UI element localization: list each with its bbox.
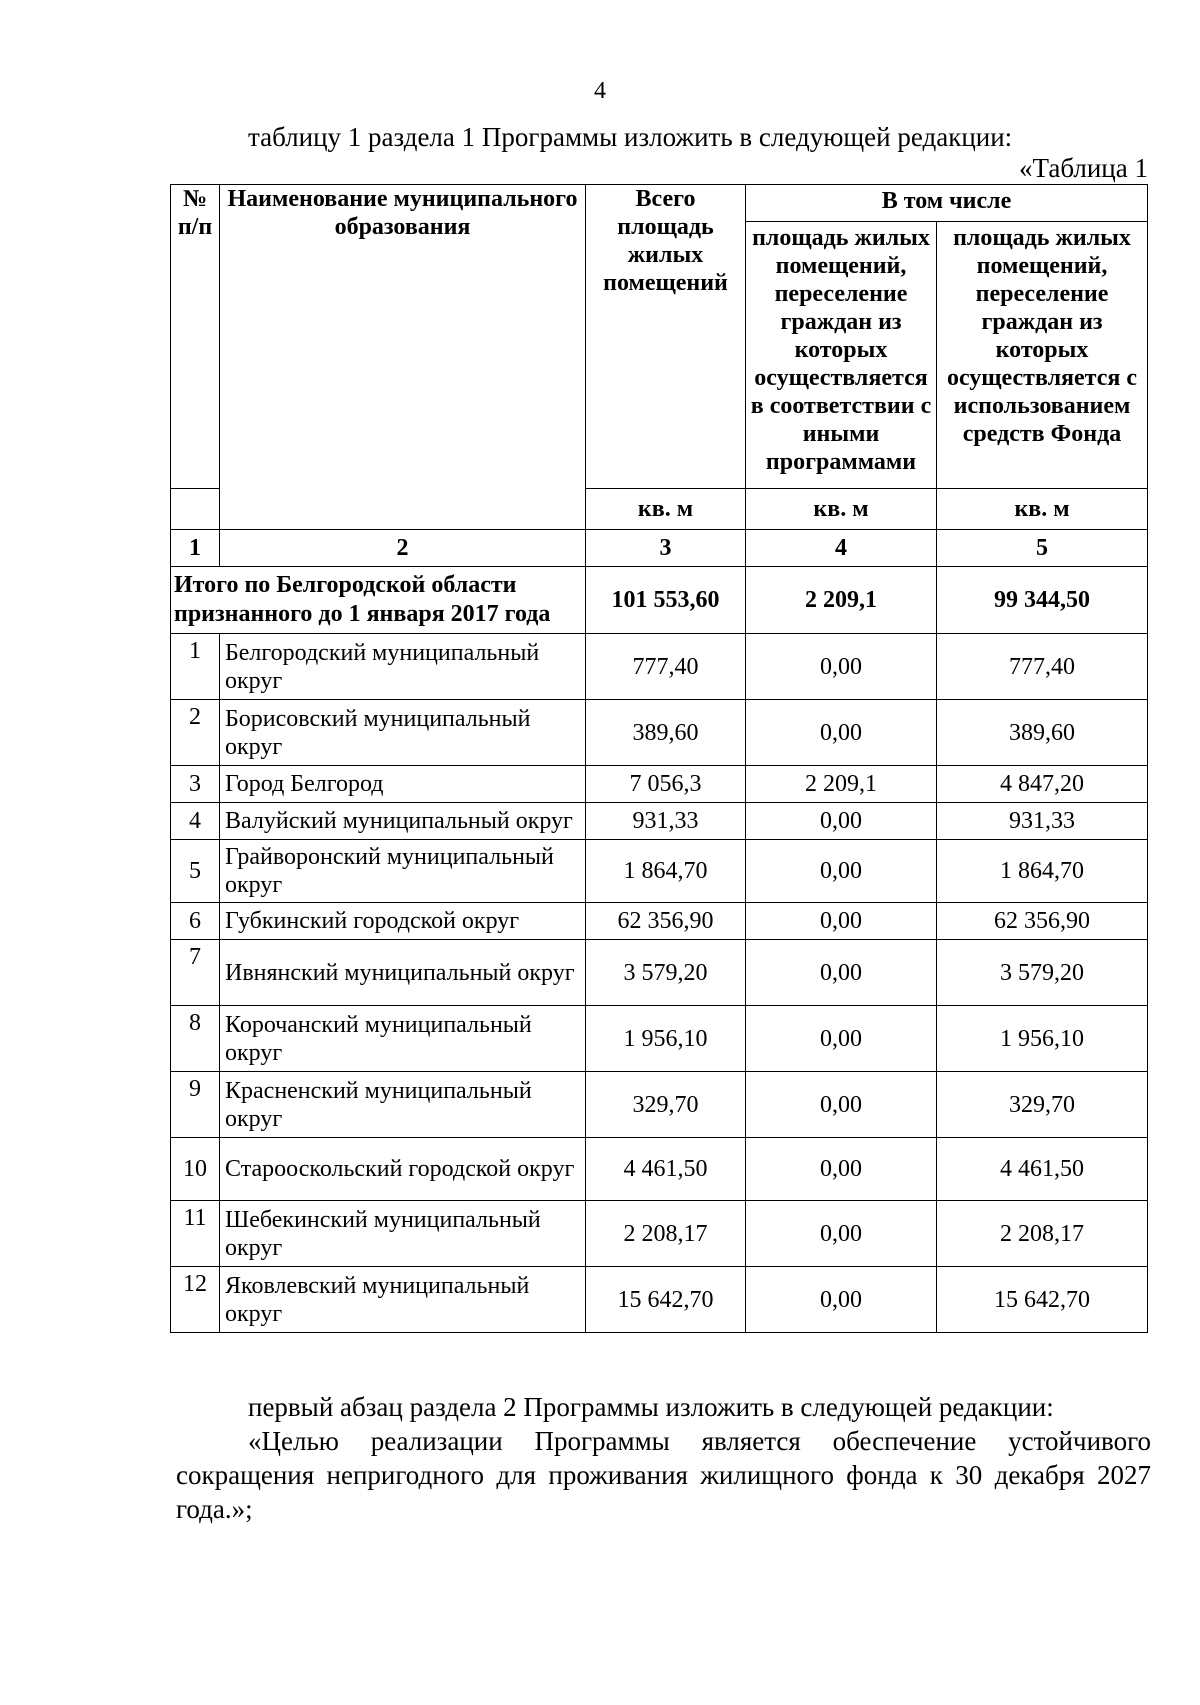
row-total: 15 642,70 [586,1267,746,1333]
row-fund: 62 356,90 [937,903,1148,940]
row-num: 7 [171,940,220,1006]
row-total: 389,60 [586,700,746,766]
row-total: 1 864,70 [586,840,746,903]
row-fund: 777,40 [937,634,1148,700]
column-number: 2 [220,530,586,567]
total-fund: 99 344,50 [937,567,1148,634]
row-num: 12 [171,1267,220,1333]
row-total: 329,70 [586,1072,746,1138]
row-num: 2 [171,700,220,766]
row-num: 9 [171,1072,220,1138]
row-name: Корочанский муниципальный округ [220,1006,586,1072]
row-other-programs: 0,00 [746,1072,937,1138]
unit-num-empty [171,489,220,530]
row-other-programs: 0,00 [746,1267,937,1333]
row-num: 8 [171,1006,220,1072]
header-fund: площадь жилых помещений, переселение граждан из которых осуществляется с использованием средств Фонда [937,222,1148,489]
header-name: Наименование муниципального образования [220,185,586,530]
area-table [170,184,1148,1333]
table-row [171,1201,1148,1267]
section-2-intro: первый абзац раздела 2 Программы изложить в следующей редакции: [248,1392,1054,1422]
unit-total: кв. м [586,489,746,530]
header-total: Всего площадь жилых помещений [586,185,746,489]
row-fund: 2 208,17 [937,1201,1148,1267]
row-fund: 4 847,20 [937,766,1148,803]
total-label: Итого по Белгородской области признанного до 1 января 2017 года [171,567,586,634]
row-num: 11 [171,1201,220,1267]
row-name: Старооскольский городской округ [220,1138,586,1201]
row-other-programs: 0,00 [746,1006,937,1072]
table-row [171,634,1148,700]
header-row-1 [171,185,1148,222]
row-other-programs: 0,00 [746,700,937,766]
unit-fund: кв. м [937,489,1148,530]
row-other-programs: 0,00 [746,634,937,700]
row-fund: 389,60 [937,700,1148,766]
row-name: Красненский муниципальный округ [220,1072,586,1138]
row-name: Ивнянский муниципальный округ [220,940,586,1006]
intro-text: таблицу 1 раздела 1 Программы изложить в следующей редакции: [248,122,1013,152]
page-number: 4 [594,78,606,104]
row-fund: 3 579,20 [937,940,1148,1006]
row-total: 7 056,3 [586,766,746,803]
row-name: Валуйский муниципальный округ [220,803,586,840]
table-row [171,700,1148,766]
row-fund: 329,70 [937,1072,1148,1138]
row-other-programs: 0,00 [746,840,937,903]
header-including: В том числе [746,185,1148,222]
row-num: 3 [171,766,220,803]
table-row [171,1072,1148,1138]
section-2-text [176,1390,1151,1526]
row-other-programs: 0,00 [746,1138,937,1201]
row-name: Губкинский городской округ [220,903,586,940]
row-name: Шебекинский муниципальный округ [220,1201,586,1267]
row-name: Борисовский муниципальный округ [220,700,586,766]
row-total: 2 208,17 [586,1201,746,1267]
table-row [171,1267,1148,1333]
row-other-programs: 0,00 [746,940,937,1006]
table-caption: «Таблица 1 [1019,153,1148,183]
total-other-programs: 2 209,1 [746,567,937,634]
column-number: 4 [746,530,937,567]
row-fund: 4 461,50 [937,1138,1148,1201]
row-total: 777,40 [586,634,746,700]
column-number: 5 [937,530,1148,567]
row-total: 4 461,50 [586,1138,746,1201]
row-name: Яковлевский муниципальный округ [220,1267,586,1333]
total-row [171,567,1148,634]
row-fund: 1 864,70 [937,840,1148,903]
row-fund: 931,33 [937,803,1148,840]
row-total: 1 956,10 [586,1006,746,1072]
row-name: Белгородский муниципальный округ [220,634,586,700]
row-other-programs: 0,00 [746,903,937,940]
table-row [171,1006,1148,1072]
row-total: 62 356,90 [586,903,746,940]
table-row [171,766,1148,803]
header-num: № п/п [171,185,220,489]
row-other-programs: 0,00 [746,803,937,840]
table-row [171,903,1148,940]
header-other-programs: площадь жилых помещений, переселение граждан из которых осуществляется в соответствии с иными программами [746,222,937,489]
table-row [171,1138,1148,1201]
table-row [171,803,1148,840]
table-row [171,940,1148,1006]
row-fund: 15 642,70 [937,1267,1148,1333]
unit-other-programs: кв. м [746,489,937,530]
total-area: 101 553,60 [586,567,746,634]
row-total: 3 579,20 [586,940,746,1006]
row-other-programs: 2 209,1 [746,766,937,803]
row-total: 931,33 [586,803,746,840]
row-num: 4 [171,803,220,840]
column-number: 3 [586,530,746,567]
row-name: Город Белгород [220,766,586,803]
section-2-quote: «Целью реализации Программы является обеспечение устойчивого сокращения непригодного для проживания жилищного фонда к 30 декабря 2027 года.»; [176,1426,1151,1524]
row-name: Грайворонский муниципальный округ [220,840,586,903]
row-num: 10 [171,1138,220,1201]
column-numbers-row [171,530,1148,567]
row-num: 1 [171,634,220,700]
column-number: 1 [171,530,220,567]
row-num: 6 [171,903,220,940]
table-row [171,840,1148,903]
row-num: 5 [171,840,220,903]
row-other-programs: 0,00 [746,1201,937,1267]
row-fund: 1 956,10 [937,1006,1148,1072]
